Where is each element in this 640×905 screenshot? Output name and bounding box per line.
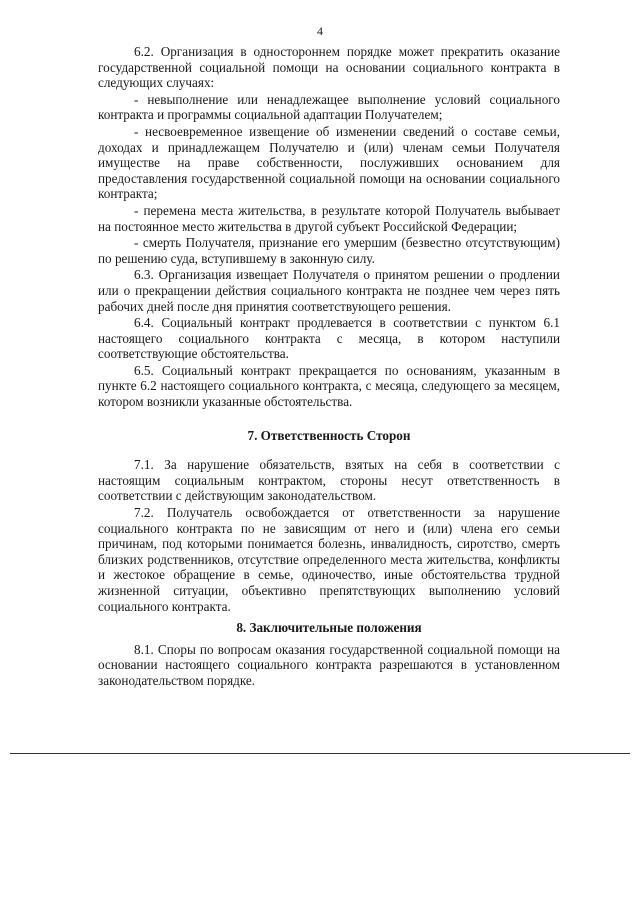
list-item: - несвоевременное извещение об изменении сведений о составе семьи, доходах и принадлежащем Получателю и (или) членам семьи Получателя имуществе на праве собственности, послуживших основанием для предоставления государственной социальной помощи на основании социального контракта;	[98, 123, 560, 202]
clause-6-4: 6.4. Социальный контракт продлевается в соответствии с пунктом 6.1 настоящего социального контракта с месяца, в котором наступили соответствующие обстоятельства.	[98, 315, 560, 362]
page-divider	[10, 753, 630, 754]
section-heading-8: 8. Заключительные положения	[236, 620, 422, 636]
clause-7-2: 7.2. Получатель освобождается от ответственности за нарушение социального контракта по не зависящим от него и (или) члена его семьи причинам, под которыми понимается болезнь, инвалидность, сиротство, смерть близких родственников, отсутствие определенного места жительства, конфликты и жестокое обращение в семье, одиночество, иные обстоятельства трудной жизненной ситуации, объективно препятствующих выполнению условий социального контракта.	[98, 505, 560, 614]
clause-6-3: 6.3. Организация извещает Получателя о принятом решении о продлении или о прекращении действия социального контракта не позднее чем через пять рабочих дней после дня принятия соответствующего решения.	[98, 267, 560, 314]
list-item: - перемена места жительства, в результате которой Получатель выбывает на постоянное место жительства в другой субъект Российской Федерации;	[98, 202, 560, 234]
list-item: - смерть Получателя, признание его умершим (безвестно отсутствующим) по решению суда, вступившему в законную силу.	[98, 235, 560, 266]
clause-6-2: 6.2. Организация в одностороннем порядке может прекратить оказание государственной социальной помощи на основании социального контракта в следующих случаях:	[98, 44, 560, 91]
section-heading-7: 7. Ответственность Сторон	[247, 427, 411, 443]
clause-7-1: 7.1. За нарушение обязательств, взятых на себя в соответствии с настоящим социальным контрактом, стороны несут ответственность в соответствии с действующим законодательством.	[98, 457, 560, 504]
clause-8-1: 8.1. Споры по вопросам оказания государственной социальной помощи на основании настоящего социального контракта разрешаются в установленном законодательством порядке.	[98, 641, 560, 688]
page-number: 4	[317, 24, 323, 38]
clause-6-5: 6.5. Социальный контракт прекращается по основаниям, указанным в пункте 6.2 настоящего социального контракта, с месяца, следующего за месяцем, котором возникли указанные обстоятельства.	[98, 362, 560, 410]
document-body	[98, 44, 560, 690]
list-item: - невыполнение или ненадлежащее выполнение условий социального контракта и программы социальной адаптации Получателем;	[98, 91, 560, 123]
